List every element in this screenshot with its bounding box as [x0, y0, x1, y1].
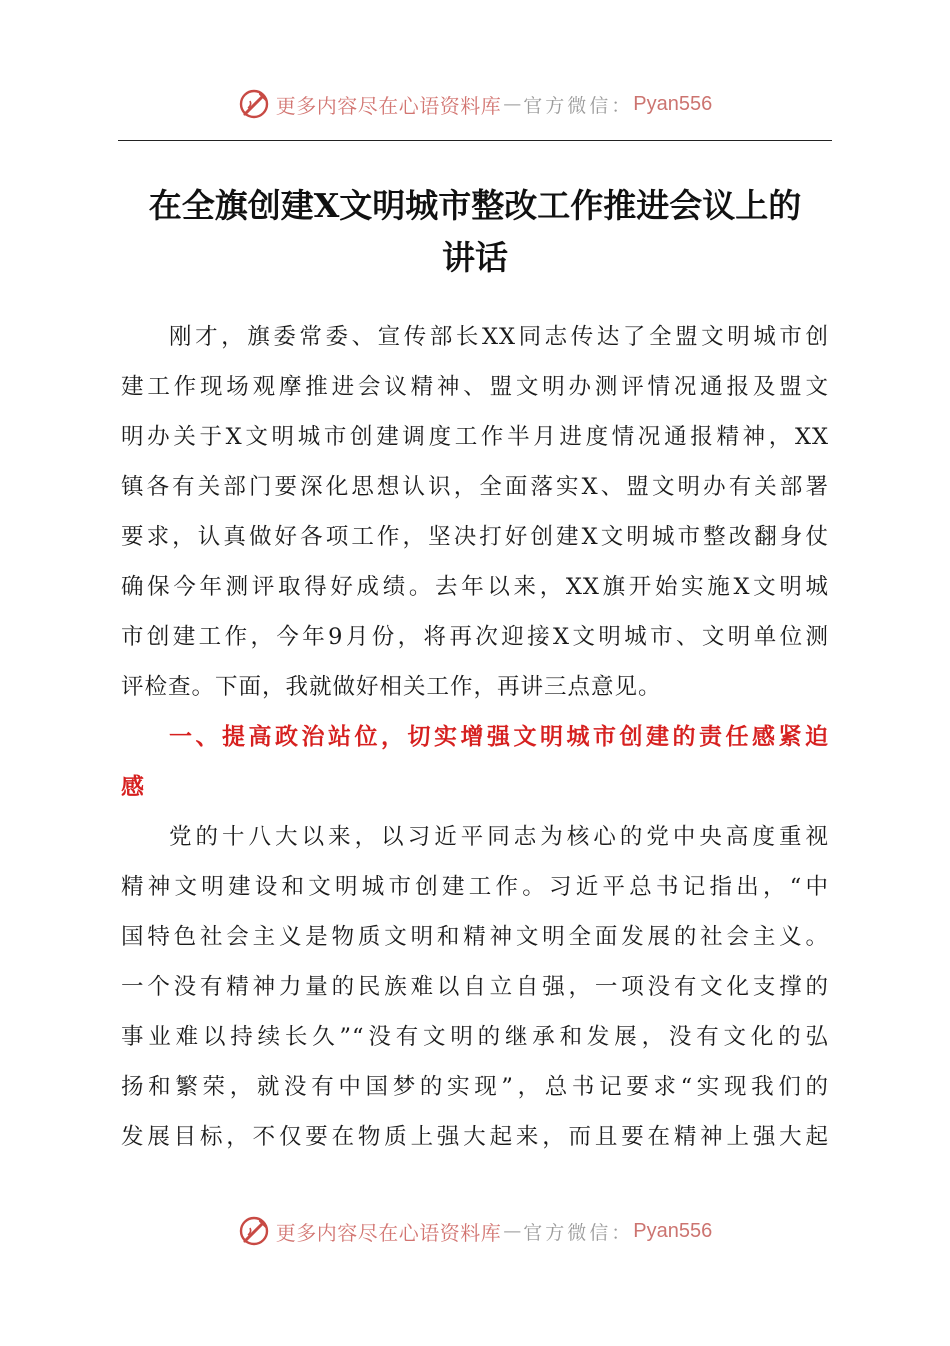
title-line-1: 在全旗创建X文明城市整改工作推进会议上的	[148, 186, 802, 225]
body-line: 镇各有关部门要深化思想认识，全面落实X、盟文明办有关部署	[121, 474, 829, 500]
watermark-text: 更多内容尽在心语资料库	[275, 93, 502, 118]
body-line: 事业难以持续长久”“没有文明的继承和发展，没有文化的弘	[121, 1024, 829, 1050]
body-line: 刚才，旗委常委、宣传部长XX同志传达了全盟文明城市创	[169, 324, 829, 350]
body-line: 评检查。下面，我就做好相关工作，再讲三点意见。	[121, 674, 662, 700]
body-line: 建工作现场观摩推进会议精神、盟文明办测评情况通报及盟文	[121, 374, 829, 400]
body-line: 发展目标，不仅要在物质上强大起来，而且要在精神上强大起	[121, 1124, 829, 1150]
header-watermark	[0, 84, 950, 124]
body-line: 确保今年测评取得好成绩。去年以来，XX旗开始实施X文明城	[121, 574, 829, 600]
body-line: 国特色社会主义是物质文明和精神文明全面发展的社会主义。	[121, 924, 829, 950]
section-heading-continued: 感	[121, 774, 145, 800]
body-line: 要求，认真做好各项工作，坚决打好创建X文明城市整改翻身仗	[121, 524, 829, 550]
section-heading: 一、提高政治站位，切实增强文明城市创建的责任感紧迫	[169, 724, 829, 750]
pen-logo-icon	[238, 1214, 272, 1248]
document-body	[121, 312, 829, 1162]
watermark-id: Pyan556	[633, 92, 713, 115]
pen-logo-icon	[238, 87, 272, 121]
watermark-separator: —	[503, 93, 522, 115]
title-line-2: 讲话	[442, 238, 508, 277]
body-line: 市创建工作，今年9月份，将再次迎接X文明城市、文明单位测	[121, 624, 829, 650]
footer-watermark	[0, 1211, 950, 1251]
body-line: 党的十八大以来，以习近平同志为核心的党中央高度重视	[169, 824, 829, 850]
watermark-id: Pyan556	[633, 1219, 713, 1242]
body-line: 扬和繁荣，就没有中国梦的实现”，总书记要求“实现我们的	[121, 1074, 829, 1100]
watermark-text: 更多内容尽在心语资料库	[275, 1220, 502, 1245]
watermark-label: 官方微信：	[523, 1221, 634, 1244]
watermark-label: 官方微信：	[523, 94, 634, 117]
document-title	[110, 180, 840, 284]
body-line: 一个没有精神力量的民族难以自立自强，一项没有文化支撑的	[121, 974, 829, 1000]
body-line: 精神文明建设和文明城市创建工作。习近平总书记指出，“中	[121, 874, 829, 900]
body-line: 明办关于X文明城市创建调度工作半月进度情况通报精神，XX	[121, 424, 829, 450]
header-divider	[118, 140, 832, 141]
watermark-separator: —	[503, 1220, 522, 1242]
